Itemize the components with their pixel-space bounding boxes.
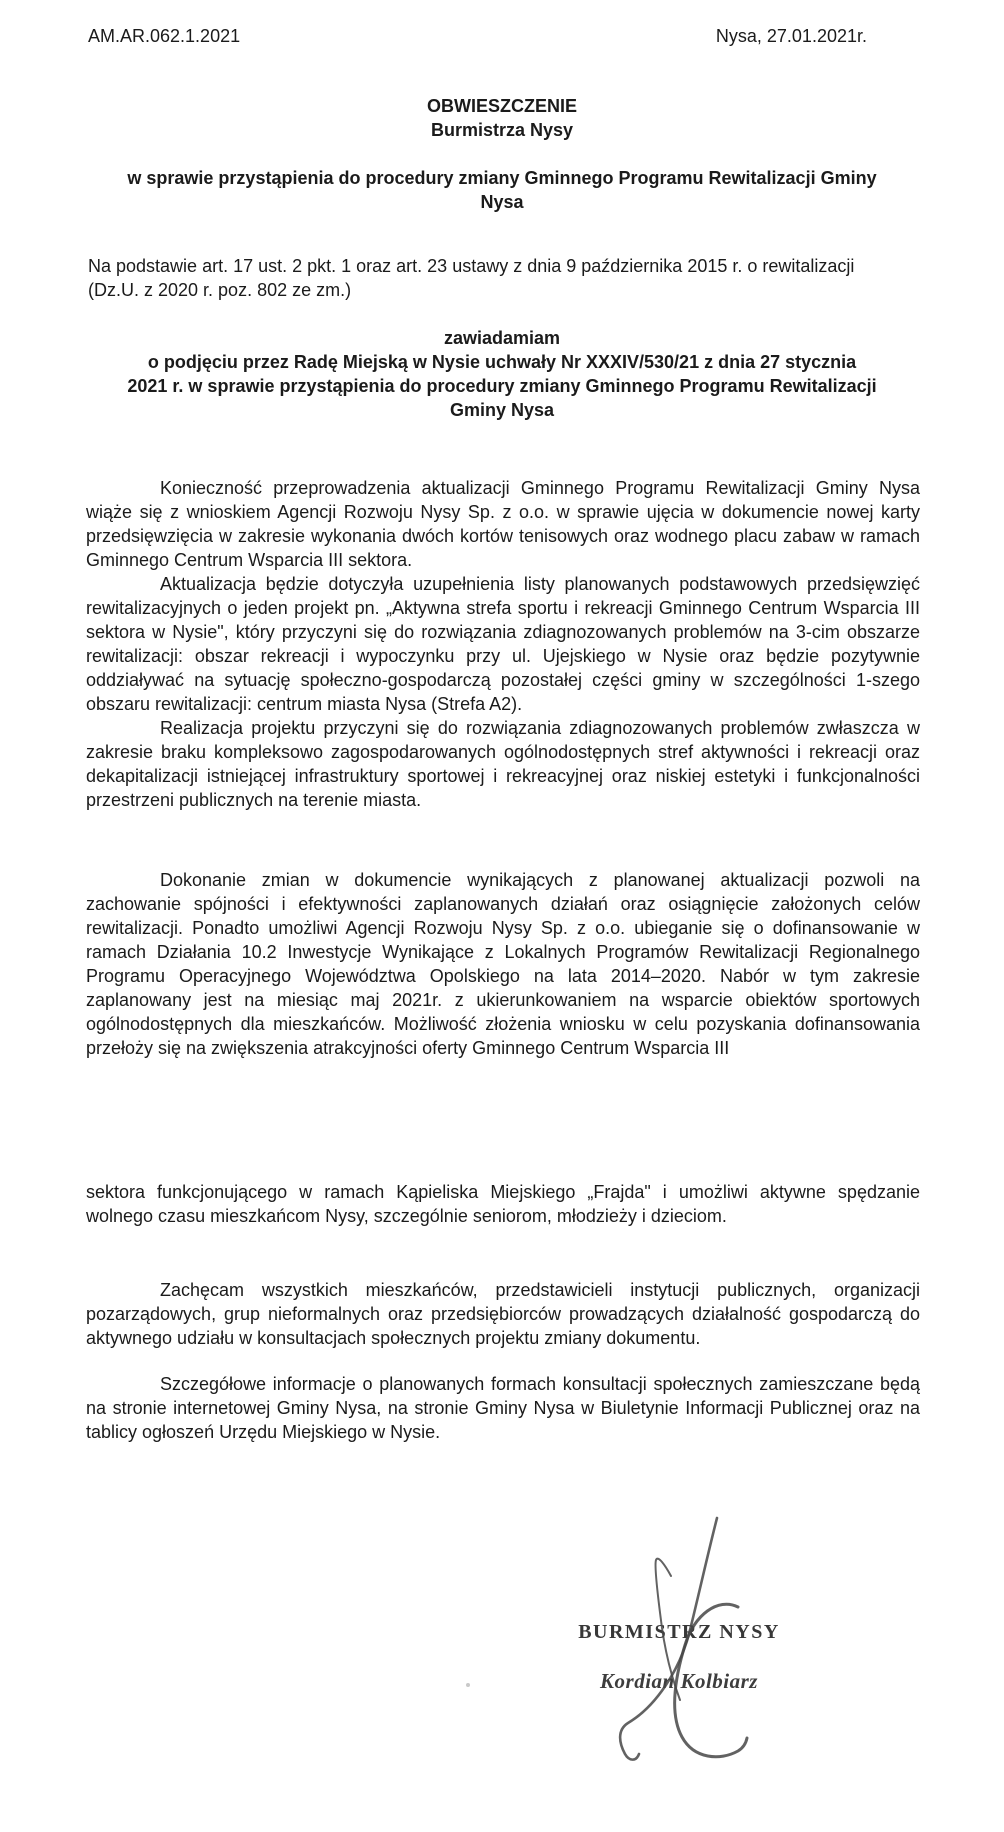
title-line-2: Burmistrza Nysy: [430, 120, 574, 140]
legal-basis-line-2: (Dz.U. z 2020 r. poz. 802 ze zm.): [88, 280, 352, 300]
subject-line-2: Nysa: [480, 192, 524, 212]
place-date: Nysa, 27.01.2021r.: [715, 26, 867, 46]
announcement-word: zawiadamiam: [443, 328, 561, 348]
body-paragraph-5: sektora funkcjonującego w ramach Kąpieliska Miejskiego „Frajda" i umożliwi aktywne spędzanie wolnego czasu mieszkańcom Nysy, szczególnie seniorom, młodzieży i dzieciom.: [86, 1182, 920, 1226]
signature-block: [553, 1620, 805, 1693]
signature-name: Kordian Kolbiarz: [600, 1669, 758, 1693]
body-paragraph-1: Konieczność przeprowadzenia aktualizacji Gminnego Programu Rewitalizacji Gminy Nysa wiąże się z wnioskiem Agencji Rozwoju Nysy Sp. z o.o. w sprawie ujęcia w dokumencie nowej karty przedsięwzięcia w zakresie wykonania dwóch kortów tenisowych oraz wodnego placu zabaw w ramach Gminnego Centrum Wsparcia III sektora.: [86, 478, 920, 570]
legal-basis-line-1: Na podstawie art. 17 ust. 2 pkt. 1 oraz art. 23 ustawy z dnia 9 października 2015 r. o rewitalizacji: [88, 256, 855, 276]
announcement-detail-line-3: Gminy Nysa: [449, 400, 555, 420]
body-paragraph-4: Dokonanie zmian w dokumencie wynikających z planowanej aktualizacji pozwoli na zachowanie spójności i efektywności zaplanowanych działań oraz osiągnięcie założonych celów rewitalizacji. Ponadto umożliwi Agencji Rozwoju Nysy Sp. z o.o. ubieganie się o dofinansowanie w ramach Działania 10.2 Inwestycje Wynikające z Lokalnych Programów Rewitalizacji Regionalnego Programu Operacyjnego Województwa Opolskiego na lata 2014–2020. Nabór w tym zakresie zaplanowany jest na miesiąc maj 2021r. z ukierunkowaniem na wsparcie obiektów sportowych ogólnodostępnych dla mieszkańców. Możliwość złożenia wniosku w celu pozyskania dofinansowania przełoży się na zwiększenia atrakcyjności oferty Gminnego Centrum Wsparcia III: [86, 870, 920, 1058]
document-header: [0, 0, 1004, 48]
signature-role: BURMISTRZ NYSY: [578, 1621, 780, 1643]
body-paragraph-7: Szczegółowe informacje o planowanych formach konsultacji społecznych zamieszczane będą na stronie internetowej Gminy Nysa, na stronie Gminy Nysa w Biuletynie Informacji Publicznej oraz na tablicy ogłoszeń Urzędu Miejskiego w Nysie.: [86, 1374, 920, 1442]
scan-artifact-dot: [466, 1683, 470, 1687]
document-title: [0, 94, 1004, 142]
announcement-detail-line-1: o podjęciu przez Radę Miejską w Nysie uchwały Nr XXXIV/530/21 z dnia 27 stycznia: [147, 352, 857, 372]
subject-heading: [0, 166, 1004, 214]
subject-line-1: w sprawie przystąpienia do procedury zmiany Gminnego Programu Rewitalizacji Gminy: [127, 168, 877, 188]
body-paragraph-6: Zachęcam wszystkich mieszkańców, przedstawicieli instytucji publicznych, organizacji pozarządowych, grup nieformalnych oraz przedsiębiorców prowadzących działalność gospodarczą do aktywnego udziału w konsultacjach społecznych projektu zmiany dokumentu.: [86, 1280, 920, 1348]
announcement-details: [0, 350, 1004, 422]
body-paragraph-3: Realizacja projektu przyczyni się do rozwiązania zdiagnozowanych problemów zwłaszcza w zakresie braku kompleksowo zagospodarowanych ogólnodostępnych stref aktywności i rekreacji oraz dekapitalizacji istniejącej infrastruktury sportowej i rekreacyjnej oraz niskiej estetyki i funkcjonalności przestrzeni publicznych na terenie miasta.: [86, 718, 920, 810]
body-paragraph-2: Aktualizacja będzie dotyczyła uzupełnienia listy planowanych podstawowych przedsięwzięć rewitalizacyjnych o jeden projekt pn. „Aktywna strefa sportu i rekreacji Gminnego Centrum Wsparcia III sektora w Nysie", który przyczyni się do rozwiązania zdiagnozowanych problemów na 3-cim obszarze rewitalizacji: obszar rekreacji i wypoczynku przy ul. Ujejskiego w Nysie oraz będzie pozytywnie oddziaływać na sytuację społeczno-gospodarczą pozostałej części gminy w szczególności 1-szego obszaru rewitalizacji: centrum miasta Nysa (Strefa A2).: [86, 574, 920, 714]
document-body: [86, 476, 920, 1444]
title-line-1: OBWIESZCZENIE: [426, 96, 577, 116]
reference-number: AM.AR.062.1.2021: [88, 26, 241, 46]
announcement-detail-line-2: 2021 r. w sprawie przystąpienia do procedury zmiany Gminnego Programu Rewitalizacji: [127, 376, 877, 396]
legal-basis: [88, 254, 920, 302]
